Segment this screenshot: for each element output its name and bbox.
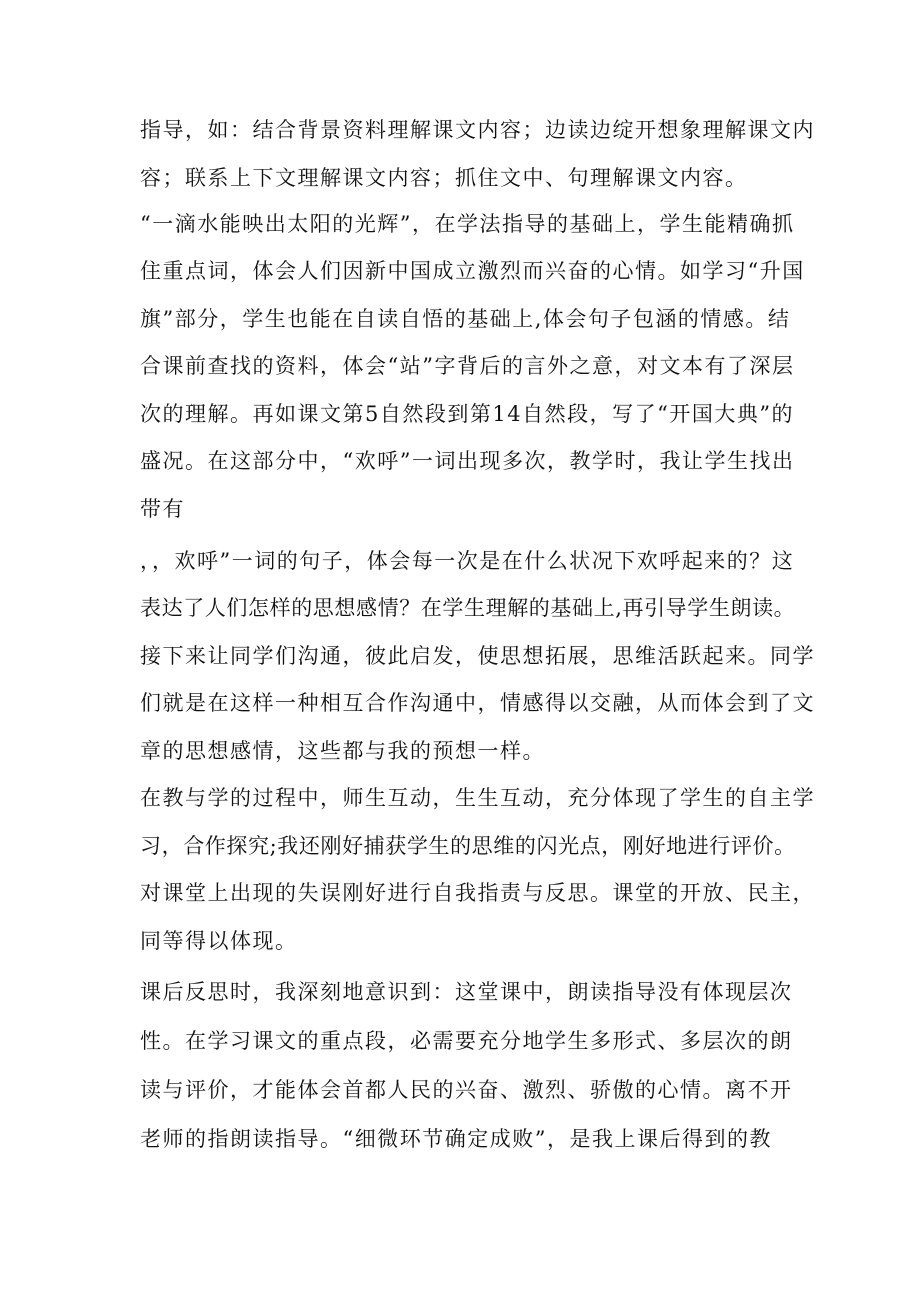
text-line: 指导，如：结合背景资料理解课文内容；边读边绽开想象理解课文内 xyxy=(140,118,815,142)
text-line: ，，欢呼”一词的句子，体会每一次是在什么状况下欢呼起来的？这 xyxy=(140,549,795,573)
text-line: 住重点词，体会人们因新中国成立激烈而兴奋的心情。如学习“升国 xyxy=(140,259,805,283)
text-line: 习，合作探究;我还刚好捕获学生的思维的闪光点，刚好地进行评价。 xyxy=(140,834,796,858)
text-line: 容；联系上下文理解课文内容；抓住文中、句理解课文内容。 xyxy=(140,166,748,190)
text-line: 老师的指朗读指导。“细微环节确定成败”，是我上课后得到的教 xyxy=(140,1127,772,1151)
text-line: 性。在学习课文的重点段，必需要充分地学生多形式、多层次的朗 xyxy=(140,1029,793,1053)
text-line: 次的理解。再如课文第5自然段到第14自然段，写了“开国大典”的 xyxy=(140,402,795,426)
text-line: 在教与学的过程中，师生互动，生生互动，充分体现了学生的自主学 xyxy=(140,786,815,810)
text-line: 带有 xyxy=(140,497,185,521)
text-line: “一滴水能映出太阳的光辉”，在学法指导的基础上，学生能精确抓 xyxy=(140,212,795,236)
text-line: 接下来让同学们沟通，彼此启发，使思想拓展，思维活跃起来。同学 xyxy=(140,644,815,668)
text-line: 课后反思时，我深刻地意识到：这堂课中，朗读指导没有体现层次 xyxy=(140,980,793,1004)
text-line: 对课堂上出现的失误刚好进行自我指责与反思。课堂的开放、民主， xyxy=(140,881,815,905)
text-line: 合课前查找的资料，体会“站”字背后的言外之意，对文本有了深层 xyxy=(140,354,795,378)
text-line: 们就是在这样一种相互合作沟通中，情感得以交融，从而体会到了文 xyxy=(140,691,815,715)
text-line: 同等得以体现。 xyxy=(140,929,298,953)
text-line: 读与评价，才能体会首都人民的兴奋、激烈、骄傲的心情。离不开 xyxy=(140,1078,793,1102)
text-line: 盛况。在这部分中，“欢呼”一词出现多次，教学时，我让学生找出 xyxy=(140,449,795,473)
text-line: 章的思想感情，这些都与我的预想一样。 xyxy=(140,739,545,763)
text-line: 表达了人们怎样的思想感情？在学生理解的基础上,再引导学生朗读。 xyxy=(140,596,796,620)
text-line: 旗”部分，学生也能在自读自悟的基础上,体会句子包涵的情感。结 xyxy=(140,307,791,331)
